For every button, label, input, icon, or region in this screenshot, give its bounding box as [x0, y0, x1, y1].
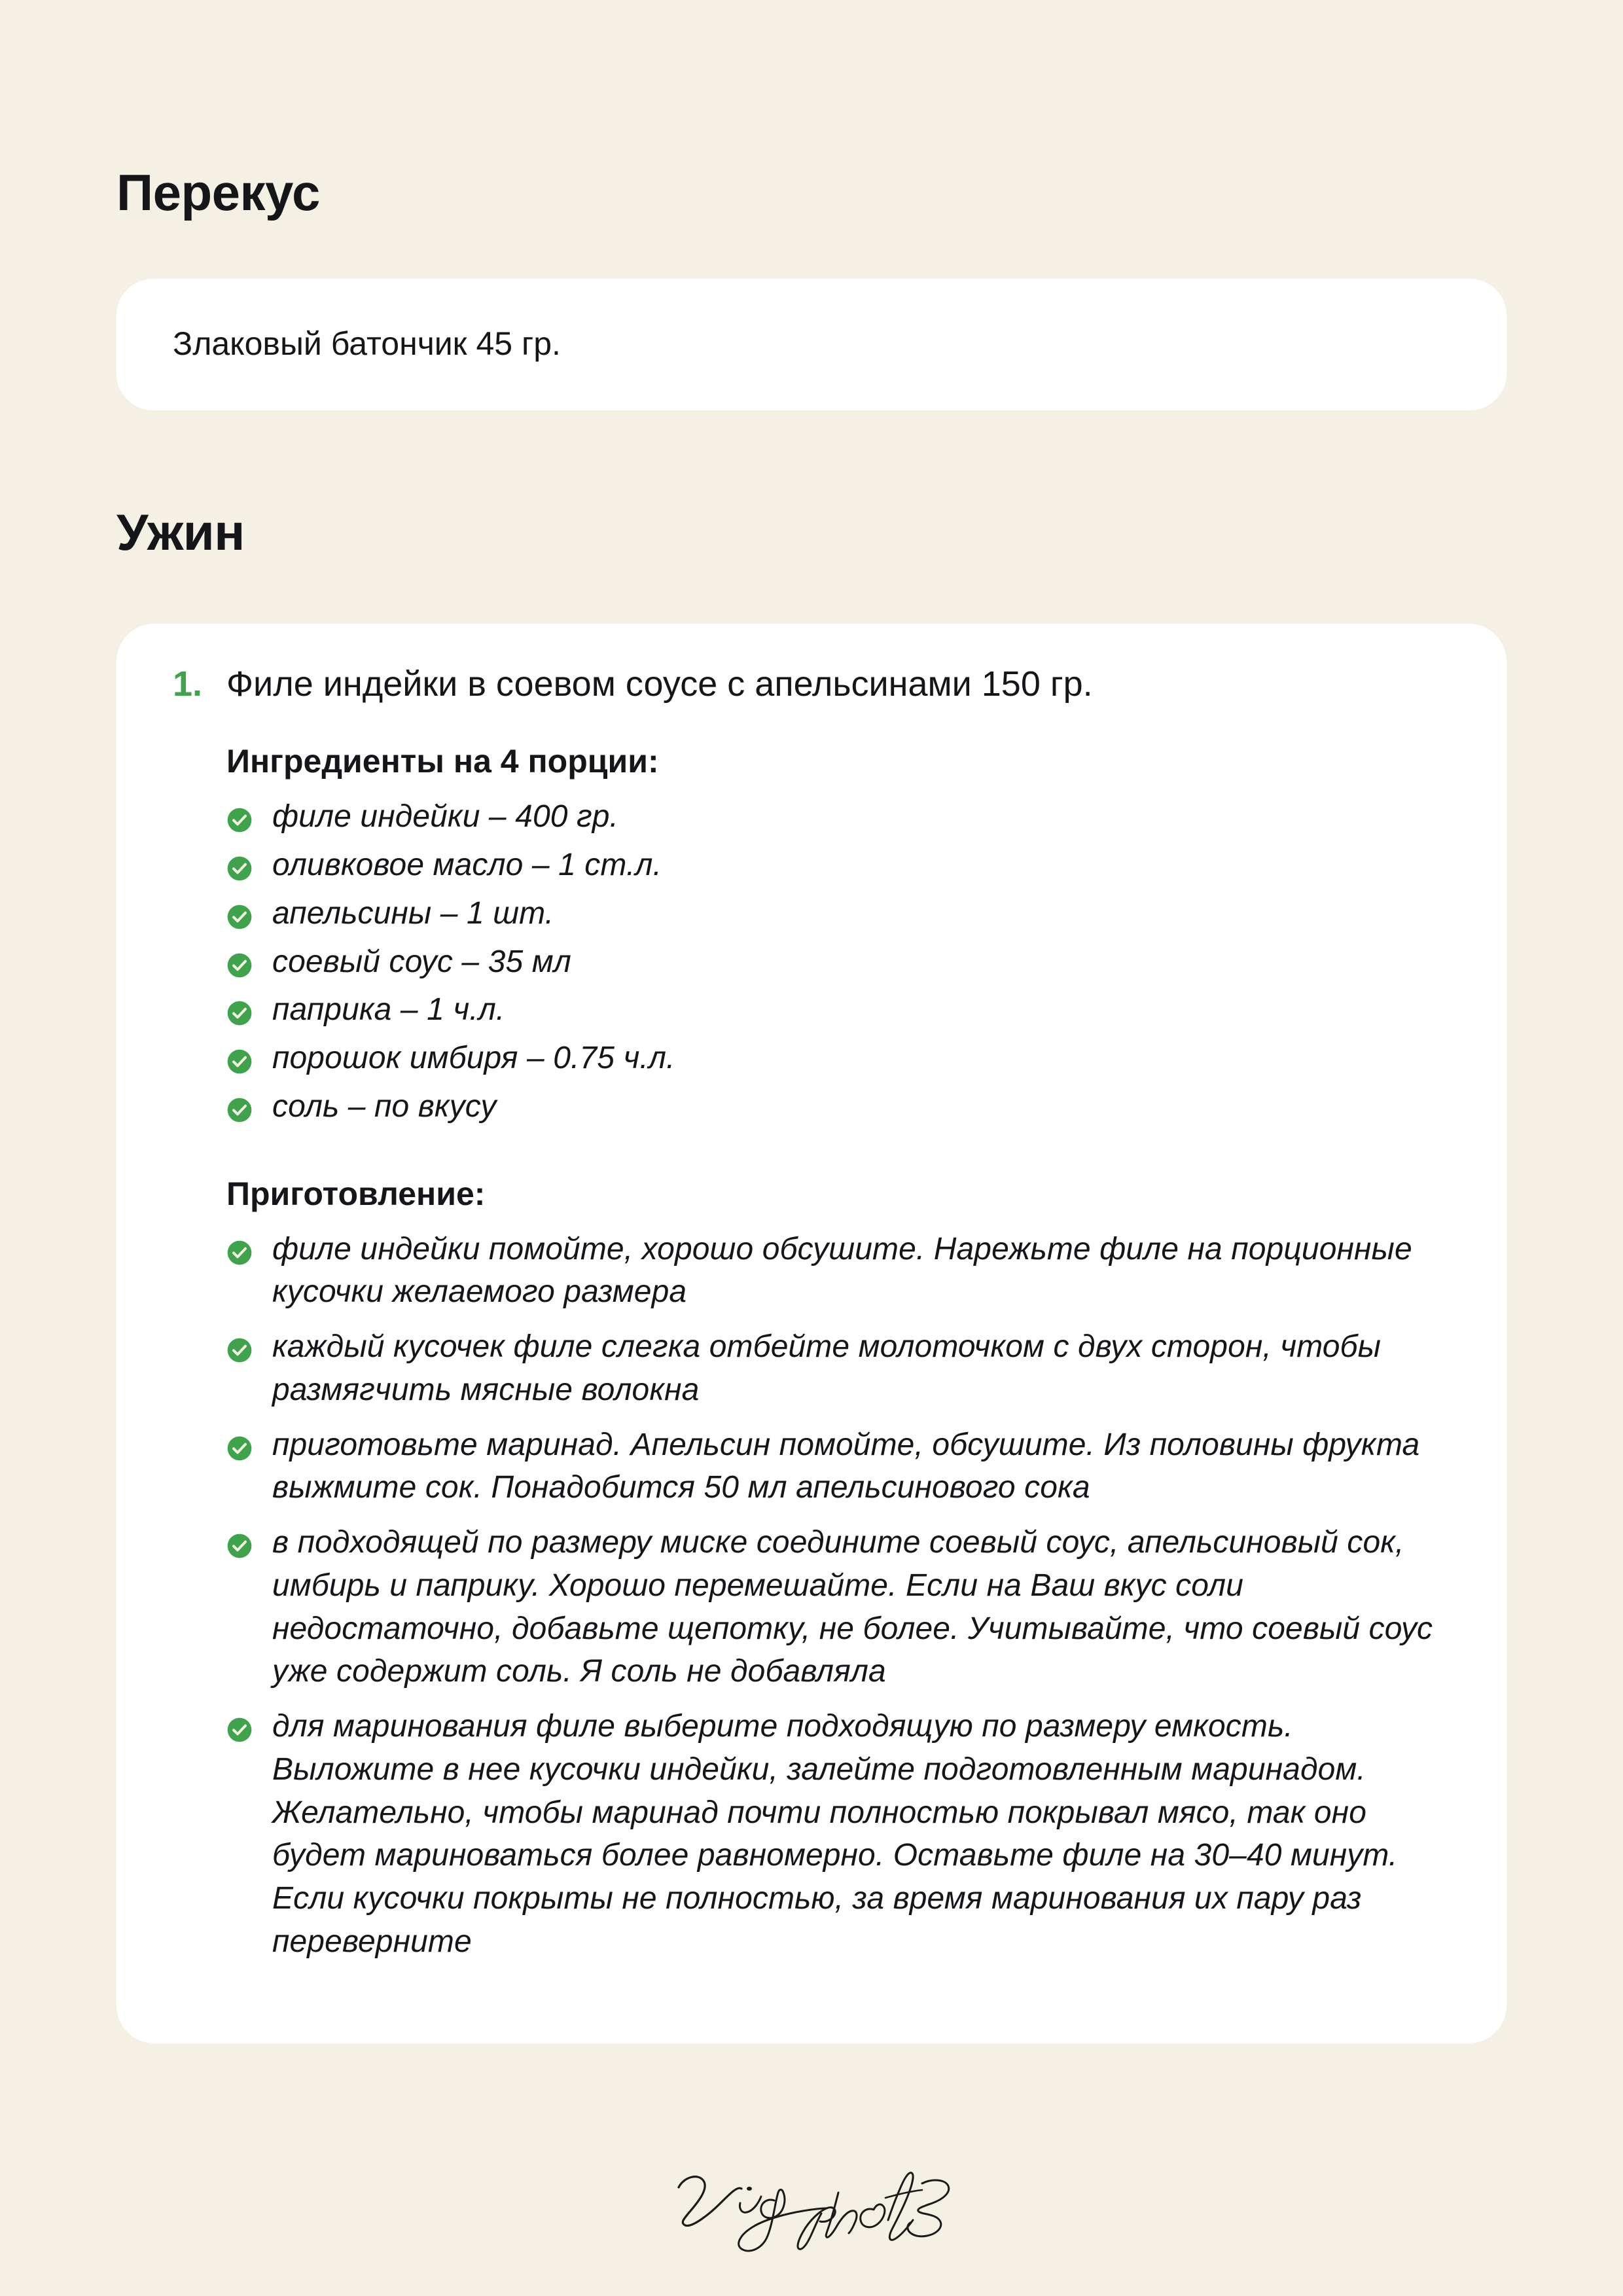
check-circle-icon [226, 1049, 253, 1075]
dinner-card [116, 624, 1507, 2043]
check-circle-icon [226, 855, 253, 882]
dish-title-row [173, 663, 1450, 706]
list-item [226, 1424, 1450, 1510]
preparation-steps-list [226, 1228, 1450, 1964]
list-item-text: соевый соус – 35 мл [272, 944, 571, 979]
list-item-text: для маринования филе выберите подходящую по размеру емкость. Выложите в нее кусочки индейки, залейте подготовленным маринадом. Желательно, чтобы маринад почти полностью покрывал мясо, так оно будет мариноваться более равномерно. Оставьте филе на 30–40 минут. Если кусочки покрыты не полностью, за время маринования их пару раз переверните [272, 1709, 1398, 1959]
check-circle-icon [226, 1097, 253, 1123]
list-item [226, 1325, 1450, 1412]
section-heading-snack: Перекус [116, 164, 320, 221]
check-circle-icon [226, 904, 253, 930]
dish-body [173, 705, 1450, 1963]
dish-title: Филе индейки в соевом соусе с апельсинами 150 гр. [226, 664, 1093, 704]
check-circle-icon [226, 1435, 253, 1462]
list-item-text: порошок имбиря – 0.75 ч.л. [272, 1041, 675, 1076]
list-item-text: паприка – 1 ч.л. [272, 992, 505, 1028]
check-circle-icon [226, 807, 253, 833]
list-item [226, 1085, 1450, 1128]
section-heading-dinner: Ужин [116, 503, 245, 561]
list-item [226, 1705, 1450, 1964]
list-item [226, 1228, 1450, 1314]
check-circle-icon [226, 1533, 253, 1559]
check-circle-icon [226, 1000, 253, 1026]
dish-number: 1. [173, 664, 203, 704]
list-item-text: соль – по вкусу [272, 1088, 497, 1124]
snack-item-text: Злаковый батончик 45 гр. [173, 325, 561, 362]
list-item [226, 892, 1450, 935]
list-item-text: филе индейки помойте, хорошо обсушите. Нарежьте филе на порционные кусочки желаемого размера [272, 1231, 1412, 1310]
watermark-signature-icon [658, 2157, 965, 2255]
steps-heading: Приготовление: [226, 1175, 486, 1212]
list-item [226, 795, 1450, 838]
list-item [226, 988, 1450, 1031]
check-circle-icon [226, 1337, 253, 1363]
list-item [226, 844, 1450, 887]
list-item-text: апельсины – 1 шт. [272, 895, 554, 931]
list-item-text: филе индейки – 400 гр. [272, 799, 618, 834]
list-item [226, 941, 1450, 984]
ingredients-heading: Ингредиенты на 4 порции: [226, 743, 659, 780]
check-circle-icon [226, 1717, 253, 1743]
list-item-text: в подходящей по размеру миске соедините соевый соус, апельсиновый сок, имбирь и паприку. Хорошо перемешайте. Если на Ваш вкус соли недостаточно, добавьте щепотку, не более. Учитывайте, что соевый соус уже содержит соль. Я соль не добавляла [272, 1525, 1433, 1689]
list-item-text: приготовьте маринад. Апельсин помойте, обсушите. Из половины фрукта выжмите сок. Понадобится 50 мл апельсинового сока [272, 1427, 1420, 1505]
check-circle-icon [226, 952, 253, 978]
list-item-text: каждый кусочек филе слегка отбейте молоточком с двух сторон, чтобы размягчить мясные волокна [272, 1329, 1382, 1407]
list-item [226, 1521, 1450, 1693]
list-item-text: оливковое масло – 1 ст.л. [272, 848, 662, 883]
ingredients-list [226, 795, 1450, 1128]
snack-card [116, 279, 1507, 410]
watermark [0, 2157, 1623, 2259]
list-item [226, 1037, 1450, 1080]
check-circle-icon [226, 1240, 253, 1266]
